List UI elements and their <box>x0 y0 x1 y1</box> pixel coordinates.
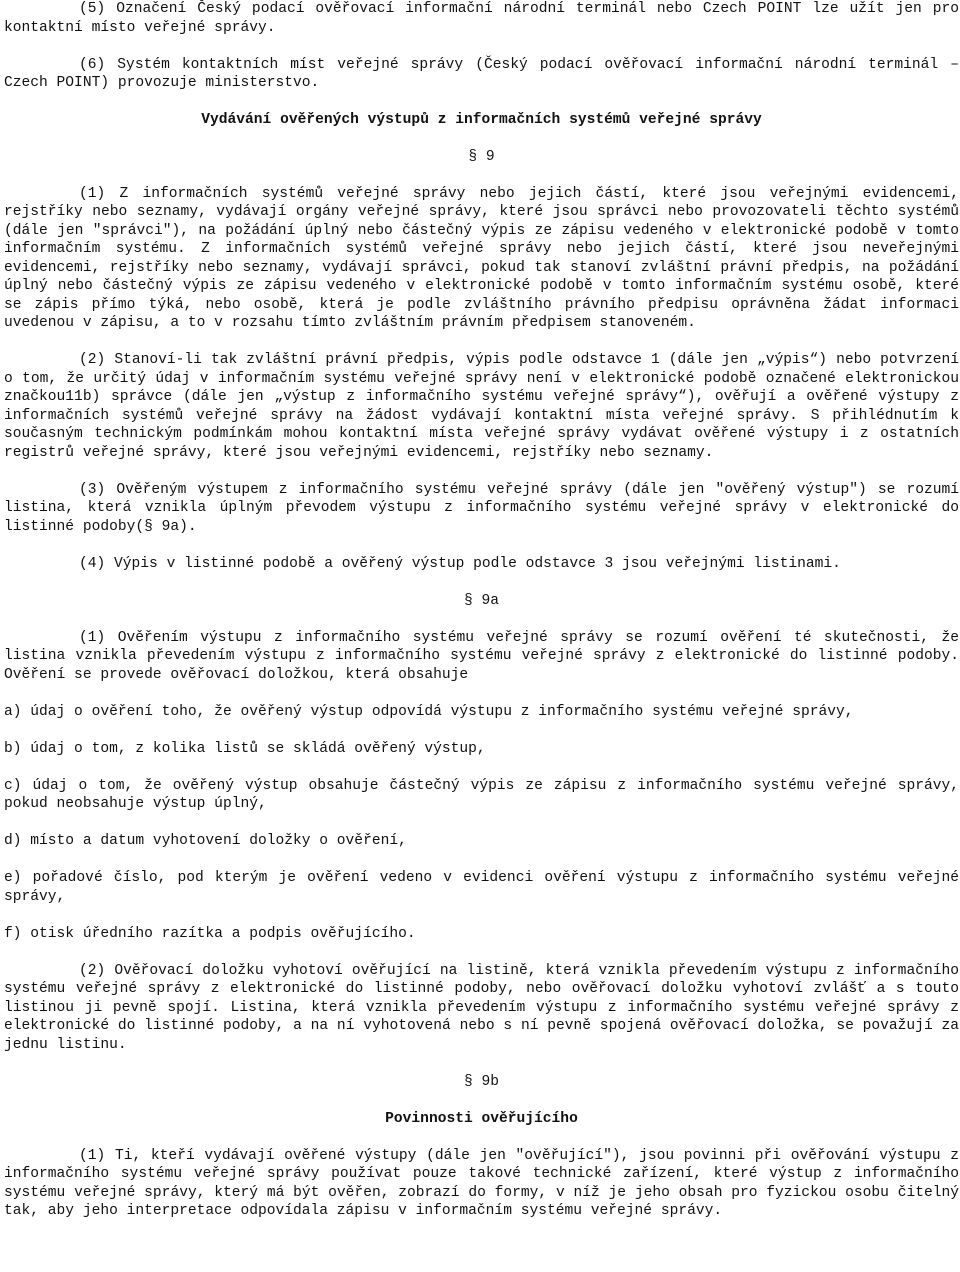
section-9-paragraph-4: (4) Výpis v listinné podobě a ověřený výstup podle odstavce 3 jsou veřejnými listinami. <box>79 555 841 572</box>
paragraph-5: (5) Označení Český podací ověřovací informační národní terminál nebo Czech POINT lze užít jen pro kontaktní místo veřejné správy. <box>4 1 959 36</box>
paragraph-6: (6) Systém kontaktních míst veřejné správy (Český podací ověřovací informační národní terminál – Czech POINT) provozuje ministerstvo. <box>4 56 959 91</box>
section-9-paragraph-1: (1) Z informačních systémů veřejné správy nebo jejich částí, které jsou veřejnými evidencemi, rejstříky nebo seznamy, vydávají orgány veřejné správy, které jsou správci nebo provozovateli těchto systémů (dále jen "správci"), na požádání úplný nebo částečný výpis ze zápisu vedeného v elektronické podobě v tomto informačním systému. Z informačních systémů veřejné správy nebo jejich částí, které jsou neveřejnými evidencemi, rejstříky nebo seznamy, vydávají správci, pokud tak stanoví zvláštní právní předpis, na požádání úplný nebo částečný výpis ze zápisu vedeného v elektronické podobě v tomto informačním systému osobě, které se zápis přímo týká, nebo osobě, která je podle zvláštního právního předpisu oprávněna žádat informaci uvedenou v zápisu, a to v rozsahu tímto zvláštním právním předpisem stanoveném. <box>4 185 959 331</box>
section-9b-paragraph-1: (1) Ti, kteří vydávají ověřené výstupy (dále jen "ověřující"), jsou povinni při ověřování výstupu z informačního systému veřejné správy používat pouze takové technické zařízení, které výstup z informačního systému veřejné správy, který má být ověřen, zobrazí do formy, v níž je jeho obsah pro fyzickou osobu čitelný tak, aby jeho interpretace odpovídala zápisu v informačním systému veřejné správy. <box>4 1147 959 1219</box>
section-9-paragraph-2: (2) Stanoví-li tak zvláštní právní předpis, výpis podle odstavce 1 (dále jen „výpis“) nebo potvrzení o tom, že určitý údaj v informačním systému veřejné správy není v elektronické podobě označené elektronickou značkou11b) správce (dále jen „výstup z informačního systému veřejné správy“), ověřují a ověřené výstupy z informačních systémů veřejné správy na žádost vydávají kontaktní místa veřejné správy. S přihlédnutím k současným technickým podmínkám mohou kontaktní místa veřejné správy vydávat ověřené výstupy i z ostatních registrů veřejné správy, které jsou veřejnými evidencemi, rejstříky nebo seznamy. <box>4 352 959 461</box>
list-item-a: a) údaj o ověření toho, že ověřený výstup odpovídá výstupu z informačního systému veřejné správy, <box>4 703 854 720</box>
list-item-c: c) údaj o tom, že ověřený výstup obsahuje částečný výpis ze zápisu z informačního systému veřejné správy, pokud neobsahuje výstup úplný, <box>4 777 959 812</box>
list-item-f: f) otisk úředního razítka a podpis ověřujícího. <box>4 925 416 942</box>
section-9a-label: § 9a <box>463 592 500 609</box>
list-item-d: d) místo a datum vyhotovení doložky o ověření, <box>4 833 407 849</box>
section-9a-paragraph-1: (1) Ověřením výstupu z informačního systému veřejné správy se rozumí ověření té skutečnosti, že listina vznikla převedením výstupu z informačního systému veřejné správy z elektronické do listinné podoby. Ověření se provede ověřovací doložkou, která obsahuje <box>4 629 959 683</box>
section-heading: Vydávání ověřených výstupů z informačních systémů veřejné správy <box>201 111 762 128</box>
list-item-e: e) pořadové číslo, pod kterým je ověření vedeno v evidenci ověření výstupu z informačního systému veřejné správy, <box>4 870 959 905</box>
section-9-label: § 9 <box>468 148 495 165</box>
section-9a-paragraph-2: (2) Ověřovací doložku vyhotoví ověřující na listině, která vznikla převedením výstupu z informačního systému veřejné správy z elektronické do listinné podoby, nebo ověřovací doložku vyhotoví zvlášť a s touto listinou ji pevně spojí. Listina, která vznikla převedením výstupu z informačního systému veřejné správy z elektronické do listinné podoby, a na ní vyhotovená nebo s ní pevně spojená ověřovací doložka, se považují za jednu listinu. <box>4 962 959 1053</box>
section-9b-heading: Povinnosti ověřujícího <box>385 1110 578 1127</box>
list-item-b: b) údaj o tom, z kolika listů se skládá ověřený výstup, <box>4 740 486 757</box>
section-9b-label: § 9b <box>463 1073 500 1090</box>
document-page <box>4 0 959 1221</box>
section-9-paragraph-3: (3) Ověřeným výstupem z informačního systému veřejné správy (dále jen "ověřený výstup") se rozumí listina, která vznikla úplným převodem výstupu z informačního systému veřejné správy v elektronické do listinné podoby(§ 9a). <box>4 481 959 535</box>
